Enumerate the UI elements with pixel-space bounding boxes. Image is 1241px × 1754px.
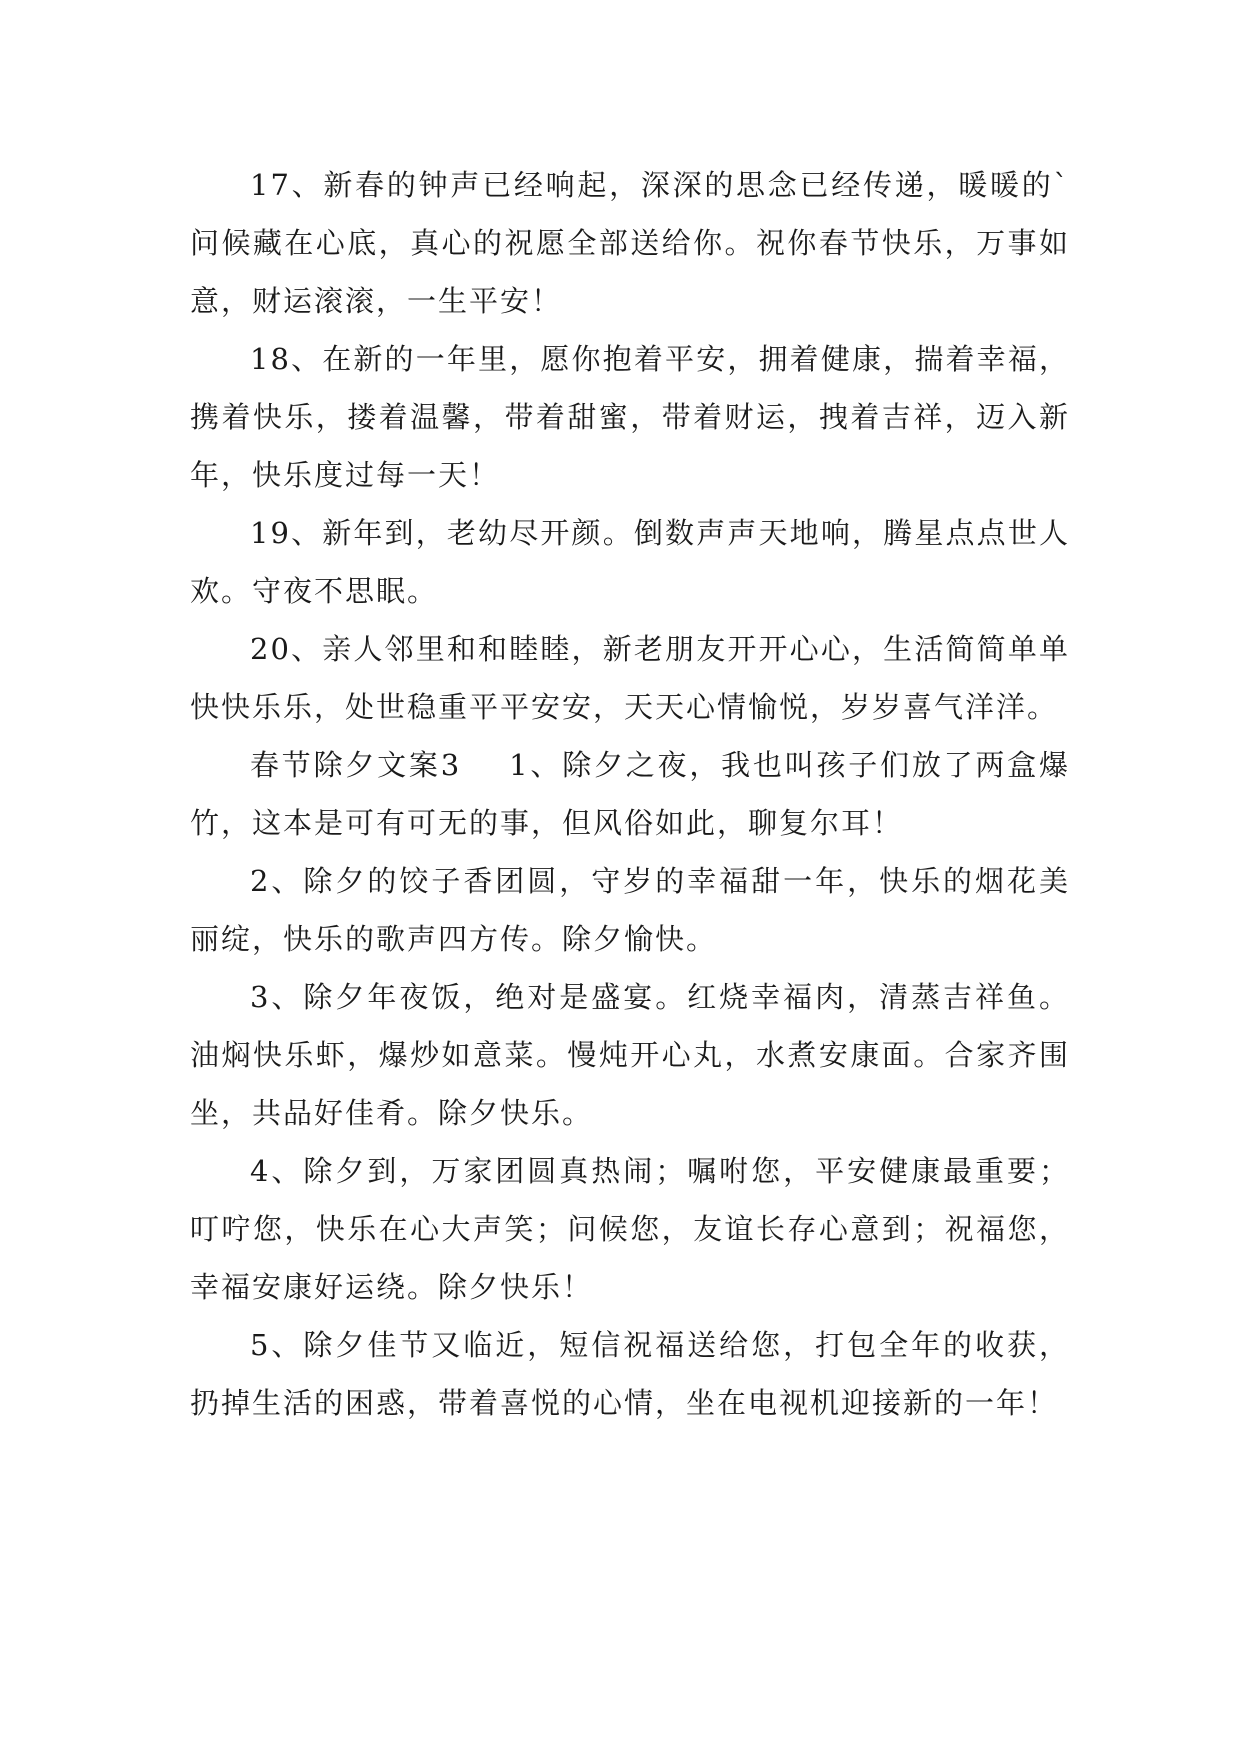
section-item-5: 5、除夕佳节又临近，短信祝福送给您，打包全年的收获，扔掉生活的困惑，带着喜悦的心情，坐在电视机迎接新的一年！ — [190, 1328, 1070, 1420]
section-item-3: 3、除夕年夜饭，绝对是盛宴。红烧幸福肉，清蒸吉祥鱼。油焖快乐虾，爆炒如意菜。慢炖开心丸，水煮安康面。合家齐围坐，共品好佳肴。除夕快乐。 — [190, 980, 1070, 1130]
section-item-1: 1、除夕之夜，我也叫孩子们放了两盒爆竹，这本是可有可无的事，但风俗如此，聊复尔耳！ — [190, 748, 1070, 840]
paragraph-20: 20、亲人邻里和和睦睦，新老朋友开开心心，生活简简单单快快乐乐，处世稳重平平安安，天天心情愉悦，岁岁喜气洋洋。 — [190, 632, 1070, 724]
section-paragraph — [190, 736, 1070, 852]
document-body — [190, 156, 1070, 1432]
paragraph-19: 19、新年到，老幼尽开颜。倒数声声天地响，腾星点点世人欢。守夜不思眠。 — [190, 516, 1070, 608]
section-item-4: 4、除夕到，万家团圆真热闹；嘱咐您，平安健康最重要；叮咛您，快乐在心大声笑；问候您，友谊长存心意到；祝福您，幸福安康好运绕。除夕快乐！ — [190, 1154, 1070, 1304]
paragraph-18: 18、在新的一年里，愿你抱着平安，拥着健康，揣着幸福，携着快乐，搂着温馨，带着甜蜜，带着财运，拽着吉祥，迈入新年，快乐度过每一天！ — [190, 342, 1070, 492]
section-heading: 春节除夕文案3 — [250, 748, 462, 782]
section-item-2: 2、除夕的饺子香团圆，守岁的幸福甜一年，快乐的烟花美丽绽，快乐的歌声四方传。除夕愉快。 — [190, 864, 1070, 956]
paragraph-17: 17、新春的钟声已经响起，深深的思念已经传递，暖暖的`问候藏在心底，真心的祝愿全部送给你。祝你春节快乐，万事如意，财运滚滚，一生平安！ — [190, 168, 1070, 318]
